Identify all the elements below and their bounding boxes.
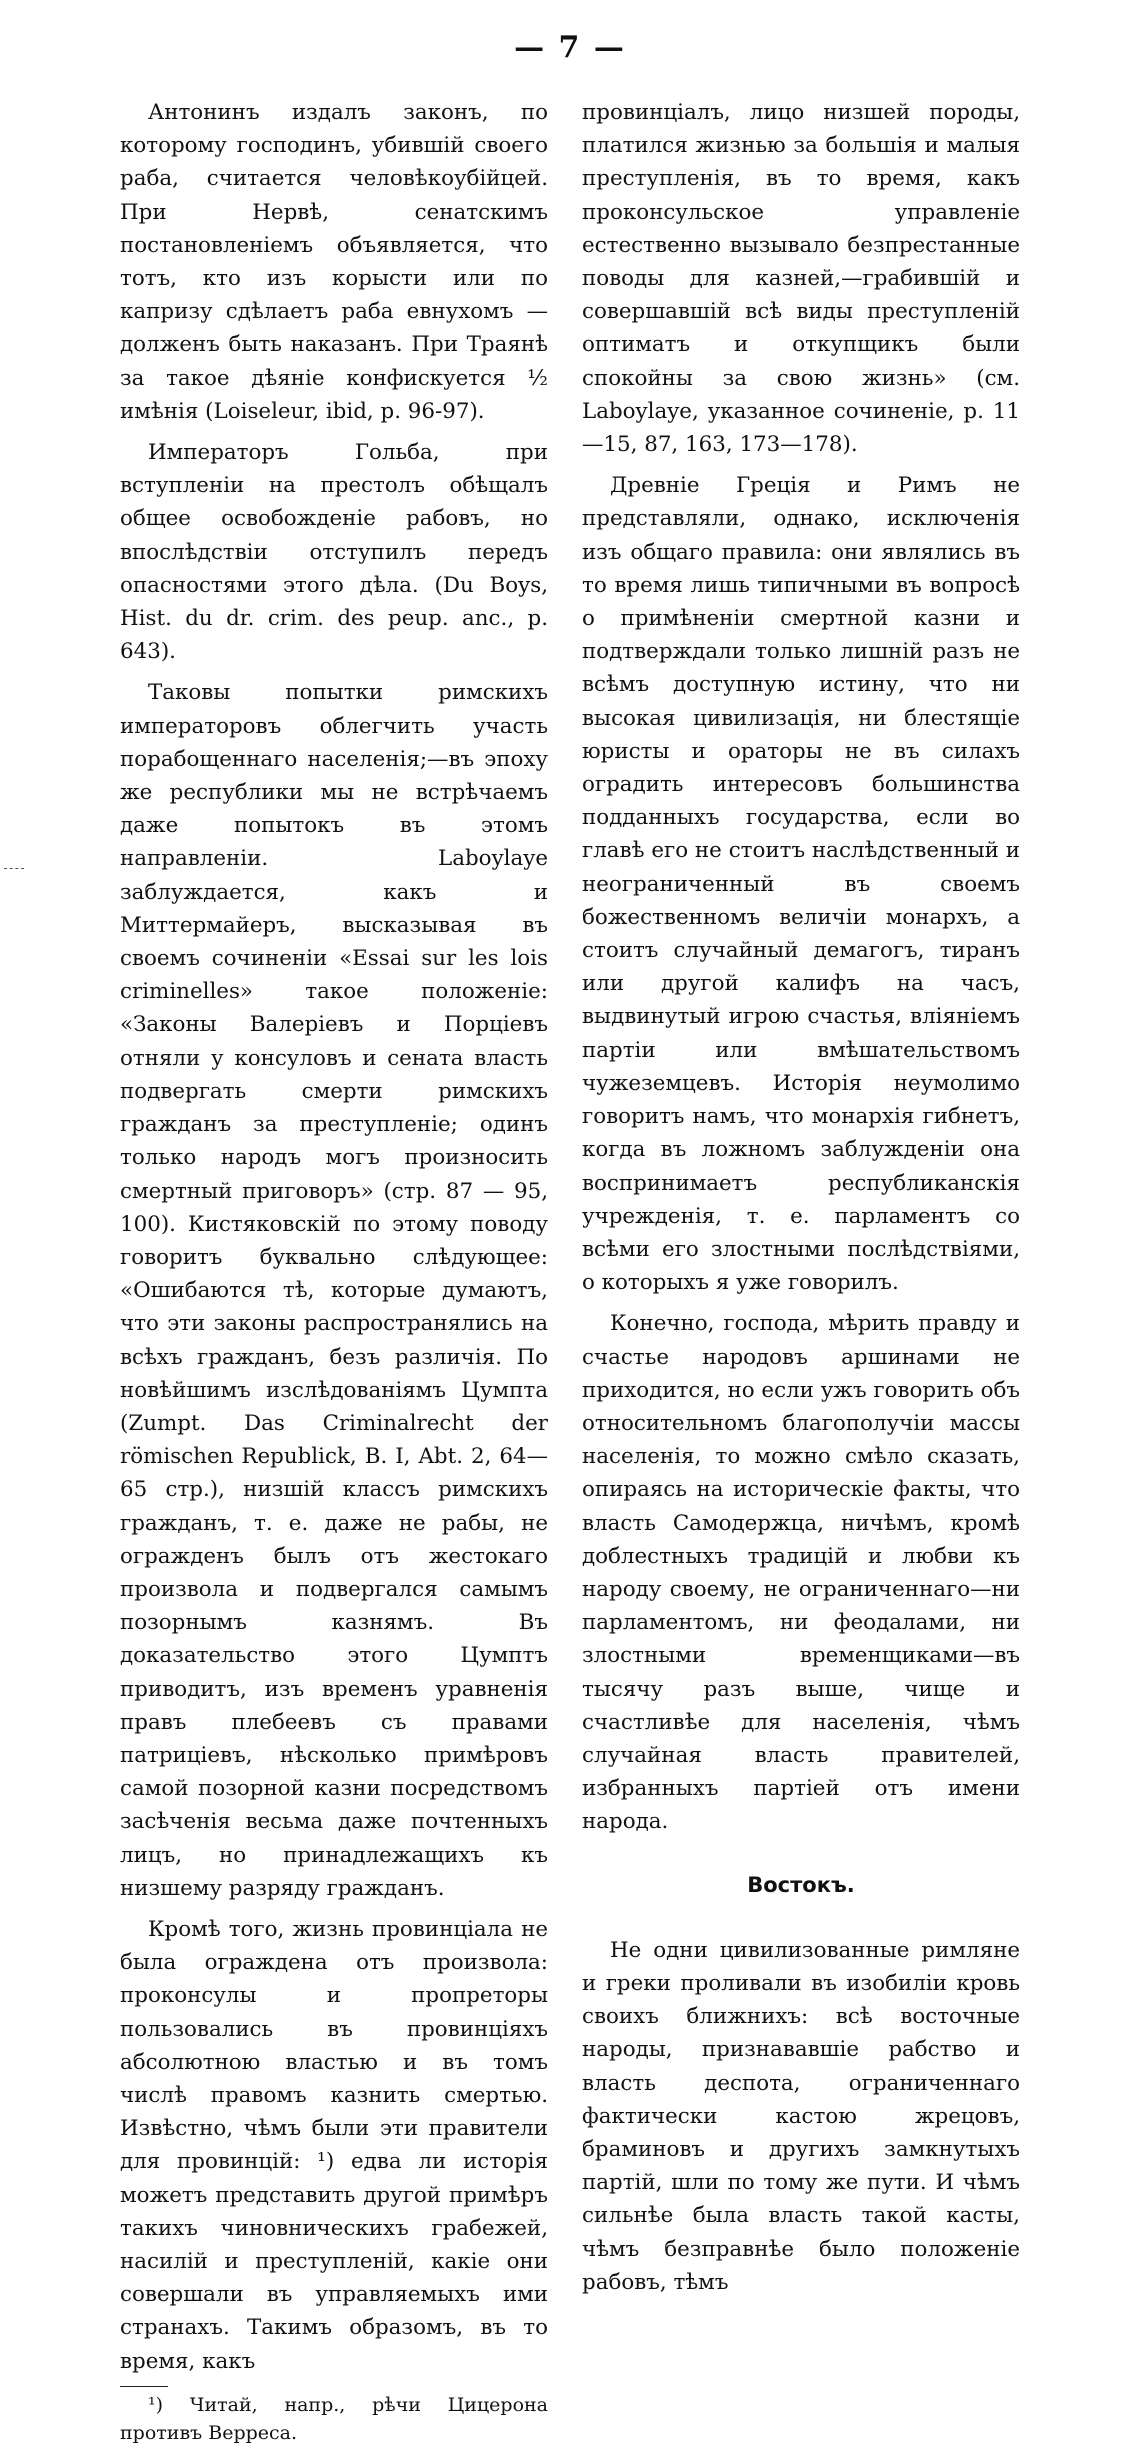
paragraph: Императоръ Гольба, при вступленіи на престолъ обѣщалъ общее освобожденіе рабовъ, но впослѣдствіи отступилъ передъ опасностями этого дѣла. (Du Boys, Hist. du dr. crim. des peup. anc., p. 643). — [120, 440, 548, 665]
paragraph: Антонинъ издалъ законъ, по которому господинъ, убившій своего раба, считается человѣкоубійцей. При Нервѣ, сенатскимъ постановленіемъ объявляется, что тотъ, кто изъ корысти или по капризу сдѣлаетъ раба евнухомъ — долженъ быть наказанъ. При Траянѣ за такое дѣяніе конфискуется ½ имѣнія (Loiseleur, ibid, p. 96-97). — [120, 100, 548, 424]
right-column — [582, 96, 1020, 2307]
paragraph: Конечно, господа, мѣрить правду и счастье народовъ аршинами не приходится, но если ужъ говорить объ относительномъ благополучіи массы населенія, то можно смѣло сказать, опираясь на историческіе факты, что власть Самодержца, ничѣмъ, кромѣ доблестныхъ традицій и любви къ народу своему, не ограниченнаго—ни парламентомъ, ни феодалами, ни злостными временщиками—въ тысячу разъ выше, чище и счастливѣе для населенія, чѣмъ случайная власть правителей, избранныхъ партіей отъ имени народа. — [582, 1311, 1020, 1835]
margin-mark — [4, 868, 24, 869]
footnote-rule — [120, 2386, 168, 2387]
paragraph: Таковы попытки римскихъ императоровъ облегчить участь порабощеннаго населенія;—въ эпоху же республики мы не встрѣчаемъ даже попытокъ въ этомъ направленіи. Laboylaye заблуждается, какъ и Миттермайеръ, высказывая въ своемъ сочиненіи «Essai sur les lois criminelles» такое положеніе: «Законы Валеріевъ и Порціевъ отняли у консуловъ и сената власть подвергать смерти римскихъ гражданъ за преступленіе; одинъ только народъ могъ произносить смертный приговоръ» (стр. 87 — 95, 100). Кистяковскій по этому поводу говоритъ буквально слѣдующее: «Ошибаются тѣ, которые думаютъ, что эти законы распространялись на всѣхъ гражданъ, безъ различія. По новѣйшимъ изслѣдованіямъ Цумпта (Zumpt. Das Criminalrecht der römischen Republick, B. I, Abt. 2, 64—65 стр.), низшій классъ римскихъ гражданъ, т. е. даже не рабы, не огражденъ былъ отъ жестокаго произвола и подвергался самымъ позорнымъ казнямъ. Въ доказательство этого Цумптъ приводитъ, изъ временъ уравненія правъ плебеевъ съ правами патриціевъ, нѣсколько примѣровъ самой позорной казни посредствомъ засѣченія весьма даже почтенныхъ лицъ, но принадлежащихъ къ низшему разряду гражданъ. — [120, 680, 548, 1901]
left-column — [120, 96, 548, 2455]
section-heading: Востокъ. — [747, 1872, 855, 1897]
footnote: ¹) Читай, напр., рѣчи Цицерона противъ Верреса. — [120, 2393, 548, 2444]
paragraph: Не одни цивилизованные римляне и греки проливали въ изобиліи кровь своихъ ближнихъ: всѣ восточные народы, признававшіе рабство и власть деспота, ограниченнаго фактически кастою жрецовъ, браминовъ и другихъ замкнутыхъ партій, шли по тому же пути. И чѣмъ сильнѣе была власть такой касты, чѣмъ безправнѣе было положеніе рабовъ, тѣмъ — [582, 1937, 1020, 2295]
paragraph: Древніе Греція и Римъ не представляли, однако, исключенія изъ общаго правила: они являлись въ то время лишь типичными въ вопросѣ о примѣненіи смертной казни и подтверждали только лишній разъ не всѣмъ доступную истину, что ни высокая цивилизація, ни блестящіе юристы и ораторы не въ силахъ оградить интересовъ большинства подданныхъ государства, если во главѣ его не стоитъ наслѣдственный и неограниченный въ своемъ божественномъ величіи монархъ, а стоитъ случайный демагогъ, тиранъ или другой калифъ на часъ, выдвинутый игрою счастья, вліяніемъ партіи или вмѣшательствомъ чужеземцевъ. Исторія неумолимо говоритъ намъ, что монархія гибнетъ, когда въ ложномъ заблужденіи она воспринимаетъ республиканскія учрежденія, т. е. парламентъ со всѣми его злостными послѣдствіями, о которыхъ я уже говорилъ. — [582, 473, 1020, 1296]
page-number: — 7 — — [514, 30, 626, 65]
paragraph: провинціалъ, лицо низшей породы, платился жизнью за большія и малыя преступленія, въ то время, какъ проконсульское управленіе естественно вызывало безпрестанные поводы для казней,—грабившій и совершавшій всѣ виды преступленій оптиматъ и откупщикъ были спокойны за свою жизнь» (см. Laboylaye, указанное сочиненіе, p. 11—15, 87, 163, 173—178). — [582, 100, 1020, 458]
paragraph: Кромѣ того, жизнь провинціала не была ограждена отъ произвола: проконсулы и пропреторы пользовались въ провинціяхъ абсолютною властью и въ томъ числѣ правомъ казнить смертью. Извѣстно, чѣмъ были эти правители для провинцій: ¹) едва ли исторія можетъ представить другой примѣръ такихъ чиновническихъ грабежей, насилій и преступленій, какіе они совершали въ управляемыхъ ими странахъ. Такимъ образомъ, въ то время, какъ — [120, 1916, 548, 2374]
